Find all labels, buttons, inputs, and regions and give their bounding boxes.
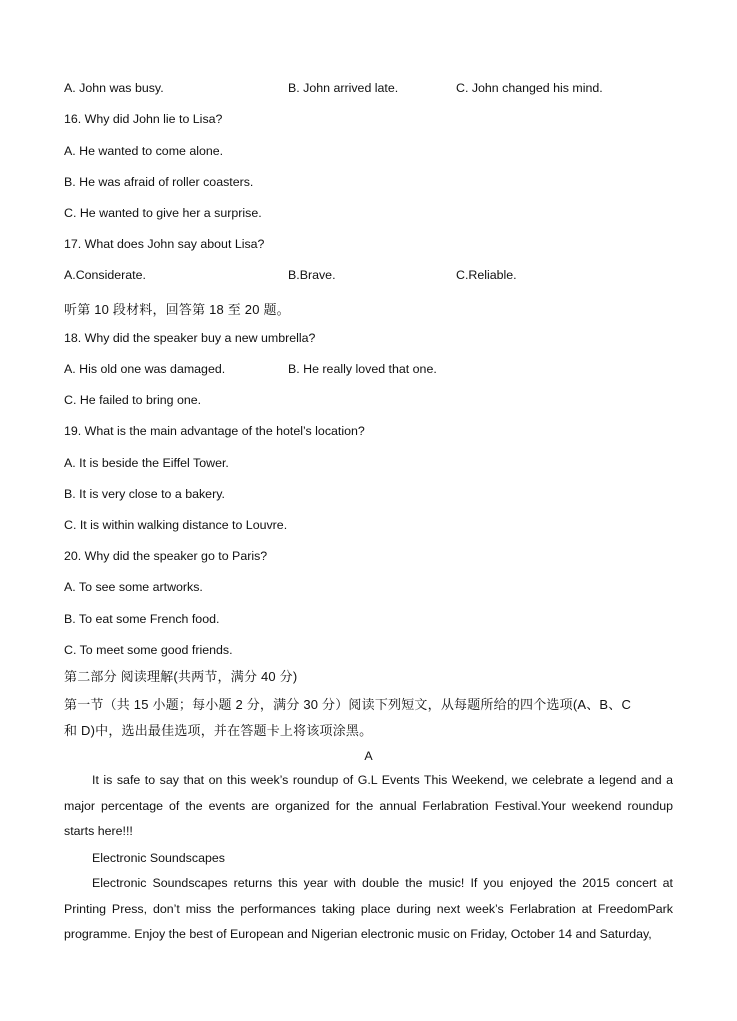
q18-option-c: C. He failed to bring one. (64, 393, 202, 407)
part2-instruction-line1: 第一节（共 15 小题；每小题 2 分，满分 30 分）阅读下列短文，从每题所给的四个选项(A、B、C (64, 697, 632, 712)
part2-instruction-line2: 和 D)中，选出最佳选项，并在答题卡上将该项涂黑。 (64, 723, 373, 738)
q17-option-b: B.Brave. (288, 268, 336, 282)
q16-option-a: A. He wanted to come alone. (64, 144, 224, 158)
q20-option-b: B. To eat some French food. (64, 612, 220, 626)
q20-question: 20. Why did the speaker go to Paris? (64, 549, 268, 563)
passage-body-text: Electronic Soundscapes returns this year with double the music! If you enjoyed the 2015 concert at Printing Press, don’t miss the performances taking place during next week’s Ferlabration at FreedomPark programme. Enjoy the best of European and Nigerian electronic music on Friday, October 14 and Saturday, (64, 876, 673, 941)
section10-instruction: 听第 10 段材料，回答第 18 至 20 题。 (64, 302, 290, 317)
q17-question: 17. What does John say about Lisa? (64, 237, 265, 251)
q16-option-c: C. He wanted to give her a surprise. (64, 206, 262, 220)
q18-option-a: A. His old one was damaged. (64, 362, 226, 376)
q17-option-c: C.Reliable. (456, 268, 517, 282)
passage-intro-text: It is safe to say that on this week’s roundup of G.L Events This Weekend, we celebrate a legend and a major percentage of the events are organized for the annual Ferlabration Festival.Your weekend roundup starts here!!! (64, 773, 673, 838)
part2-heading: 第二部分 阅读理解(共两节，满分 40 分) (64, 669, 298, 684)
q20-option-a: A. To see some artworks. (64, 580, 203, 594)
q15-option-a: A. John was busy. (64, 81, 164, 95)
passage-subheading: Electronic Soundscapes (92, 851, 225, 865)
q15-option-b: B. John arrived late. (288, 81, 399, 95)
passage-intro (64, 768, 673, 845)
q16-option-b: B. He was afraid of roller coasters. (64, 175, 254, 189)
q18-option-b: B. He really loved that one. (288, 362, 437, 376)
passage-label: A (364, 749, 373, 763)
q19-option-c: C. It is within walking distance to Louvre. (64, 518, 288, 532)
passage-body (64, 871, 673, 948)
q19-option-b: B. It is very close to a bakery. (64, 487, 225, 501)
q18-question: 18. Why did the speaker buy a new umbrella? (64, 331, 316, 345)
q15-option-c: C. John changed his mind. (456, 81, 603, 95)
q20-option-c: C. To meet some good friends. (64, 643, 233, 657)
q19-question: 19. What is the main advantage of the hotel’s location? (64, 424, 365, 438)
q16-question: 16. Why did John lie to Lisa? (64, 112, 223, 126)
q19-option-a: A. It is beside the Eiffel Tower. (64, 456, 229, 470)
q17-option-a: A.Considerate. (64, 268, 146, 282)
